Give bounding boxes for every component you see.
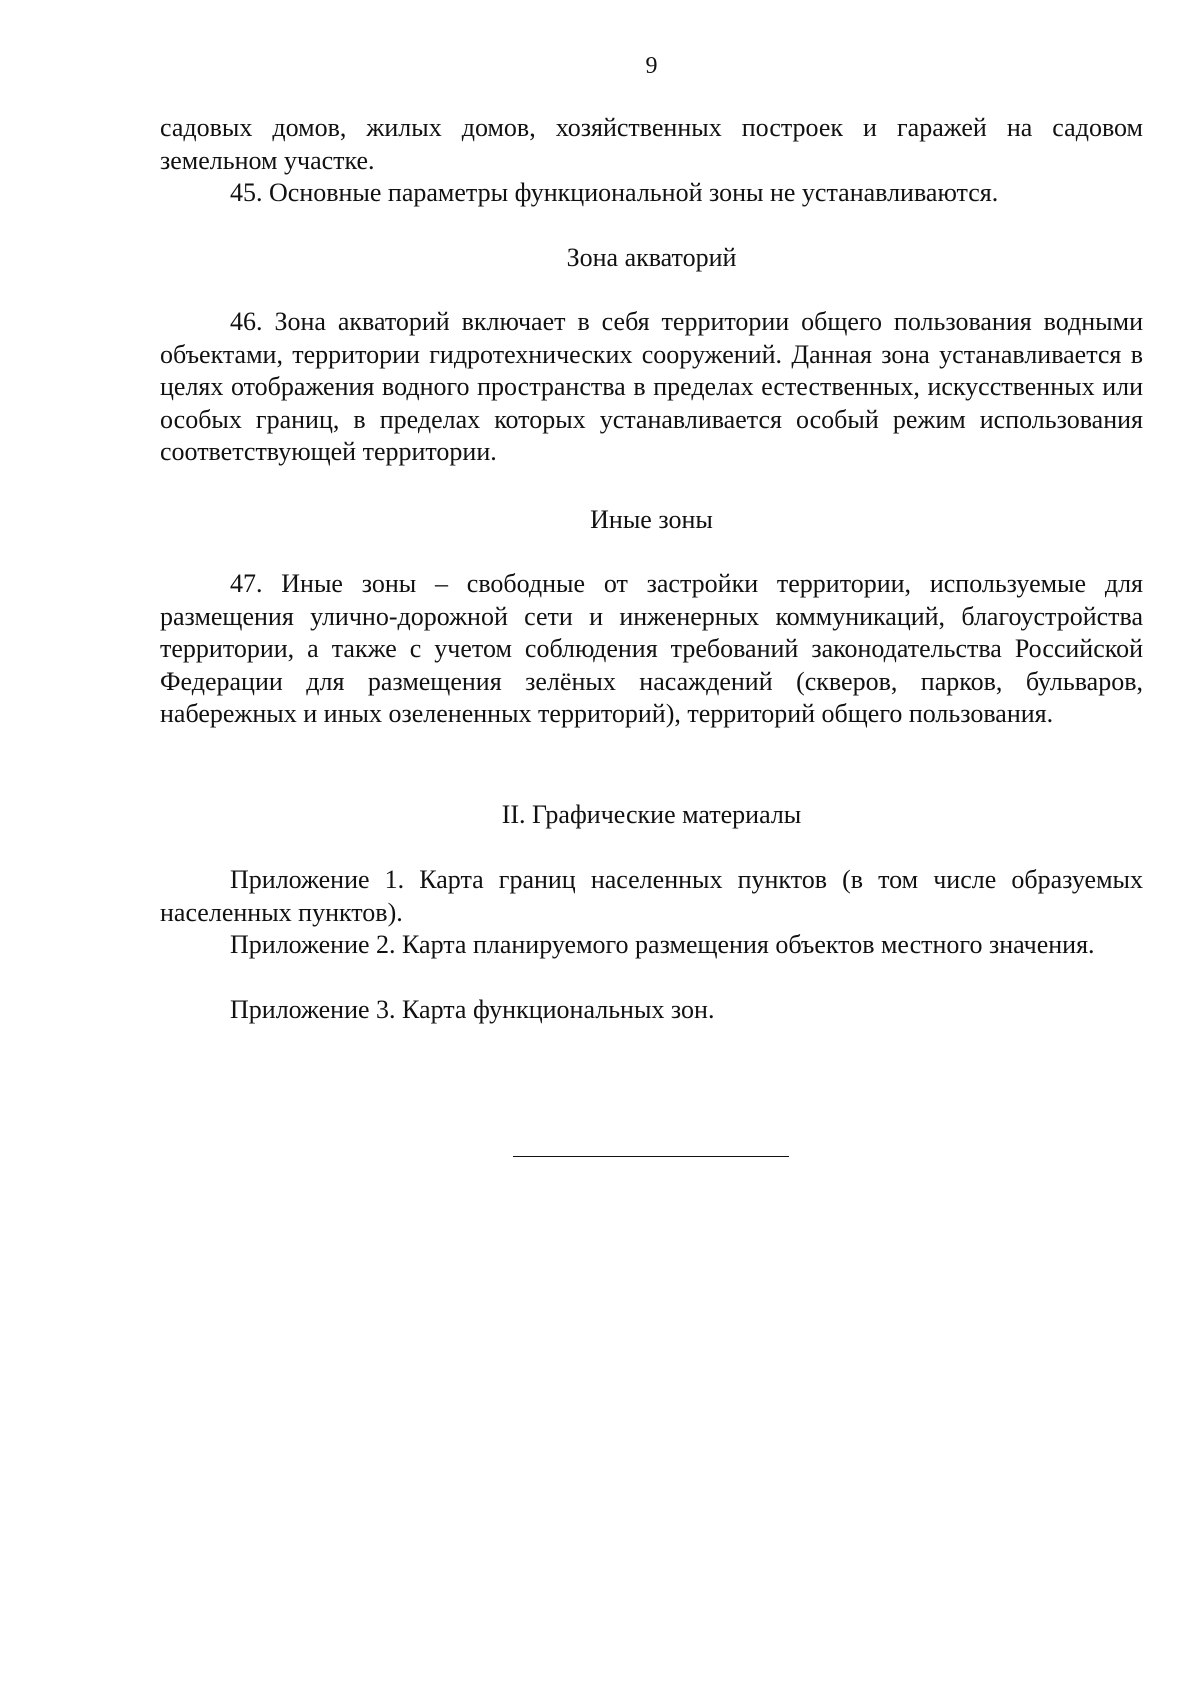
- end-separator-line: [513, 1156, 789, 1157]
- paragraph-item-47: 47. Иные зоны – свободные от застройки территории, используемые для размещения улично-дорожной сети и инженерных коммуникаций, благоустройства территории, а также с учетом соблюдения требований законодательства Российской Федерации для размещения зелёных насаждений (скверов, парков, бульваров, набережных и иных озелененных территорий), территорий общего пользования.: [160, 569, 1143, 728]
- section-heading-water-zone: Зона акваторий: [566, 243, 737, 272]
- section-heading-other-zones: Иные зоны: [590, 505, 713, 534]
- paragraph-appendix-2: Приложение 2. Карта планируемого размещения объектов местного значения.: [230, 930, 1095, 959]
- paragraph-item-46: 46. Зона акваторий включает в себя территории общего пользования водными объектами, территории гидротехнических сооружений. Данная зона устанавливается в целях отображения водного пространства в пределах естественных, искусственных или особых границ, в пределах которых устанавливается особый режим использования соответствующей территории.: [160, 307, 1143, 466]
- page-number: 9: [645, 53, 658, 79]
- paragraph-continuation: садовых домов, жилых домов, хозяйственных построек и гаражей на садовом земельном участке.: [160, 113, 1143, 175]
- paragraph-item-45: 45. Основные параметры функциональной зоны не устанавливаются.: [230, 178, 999, 207]
- paragraph-appendix-3: Приложение 3. Карта функциональных зон.: [230, 995, 715, 1024]
- section-heading-graphic-materials: II. Графические материалы: [501, 800, 802, 829]
- paragraph-appendix-1: Приложение 1. Карта границ населенных пунктов (в том числе образуемых населенных пунктов).: [160, 865, 1143, 927]
